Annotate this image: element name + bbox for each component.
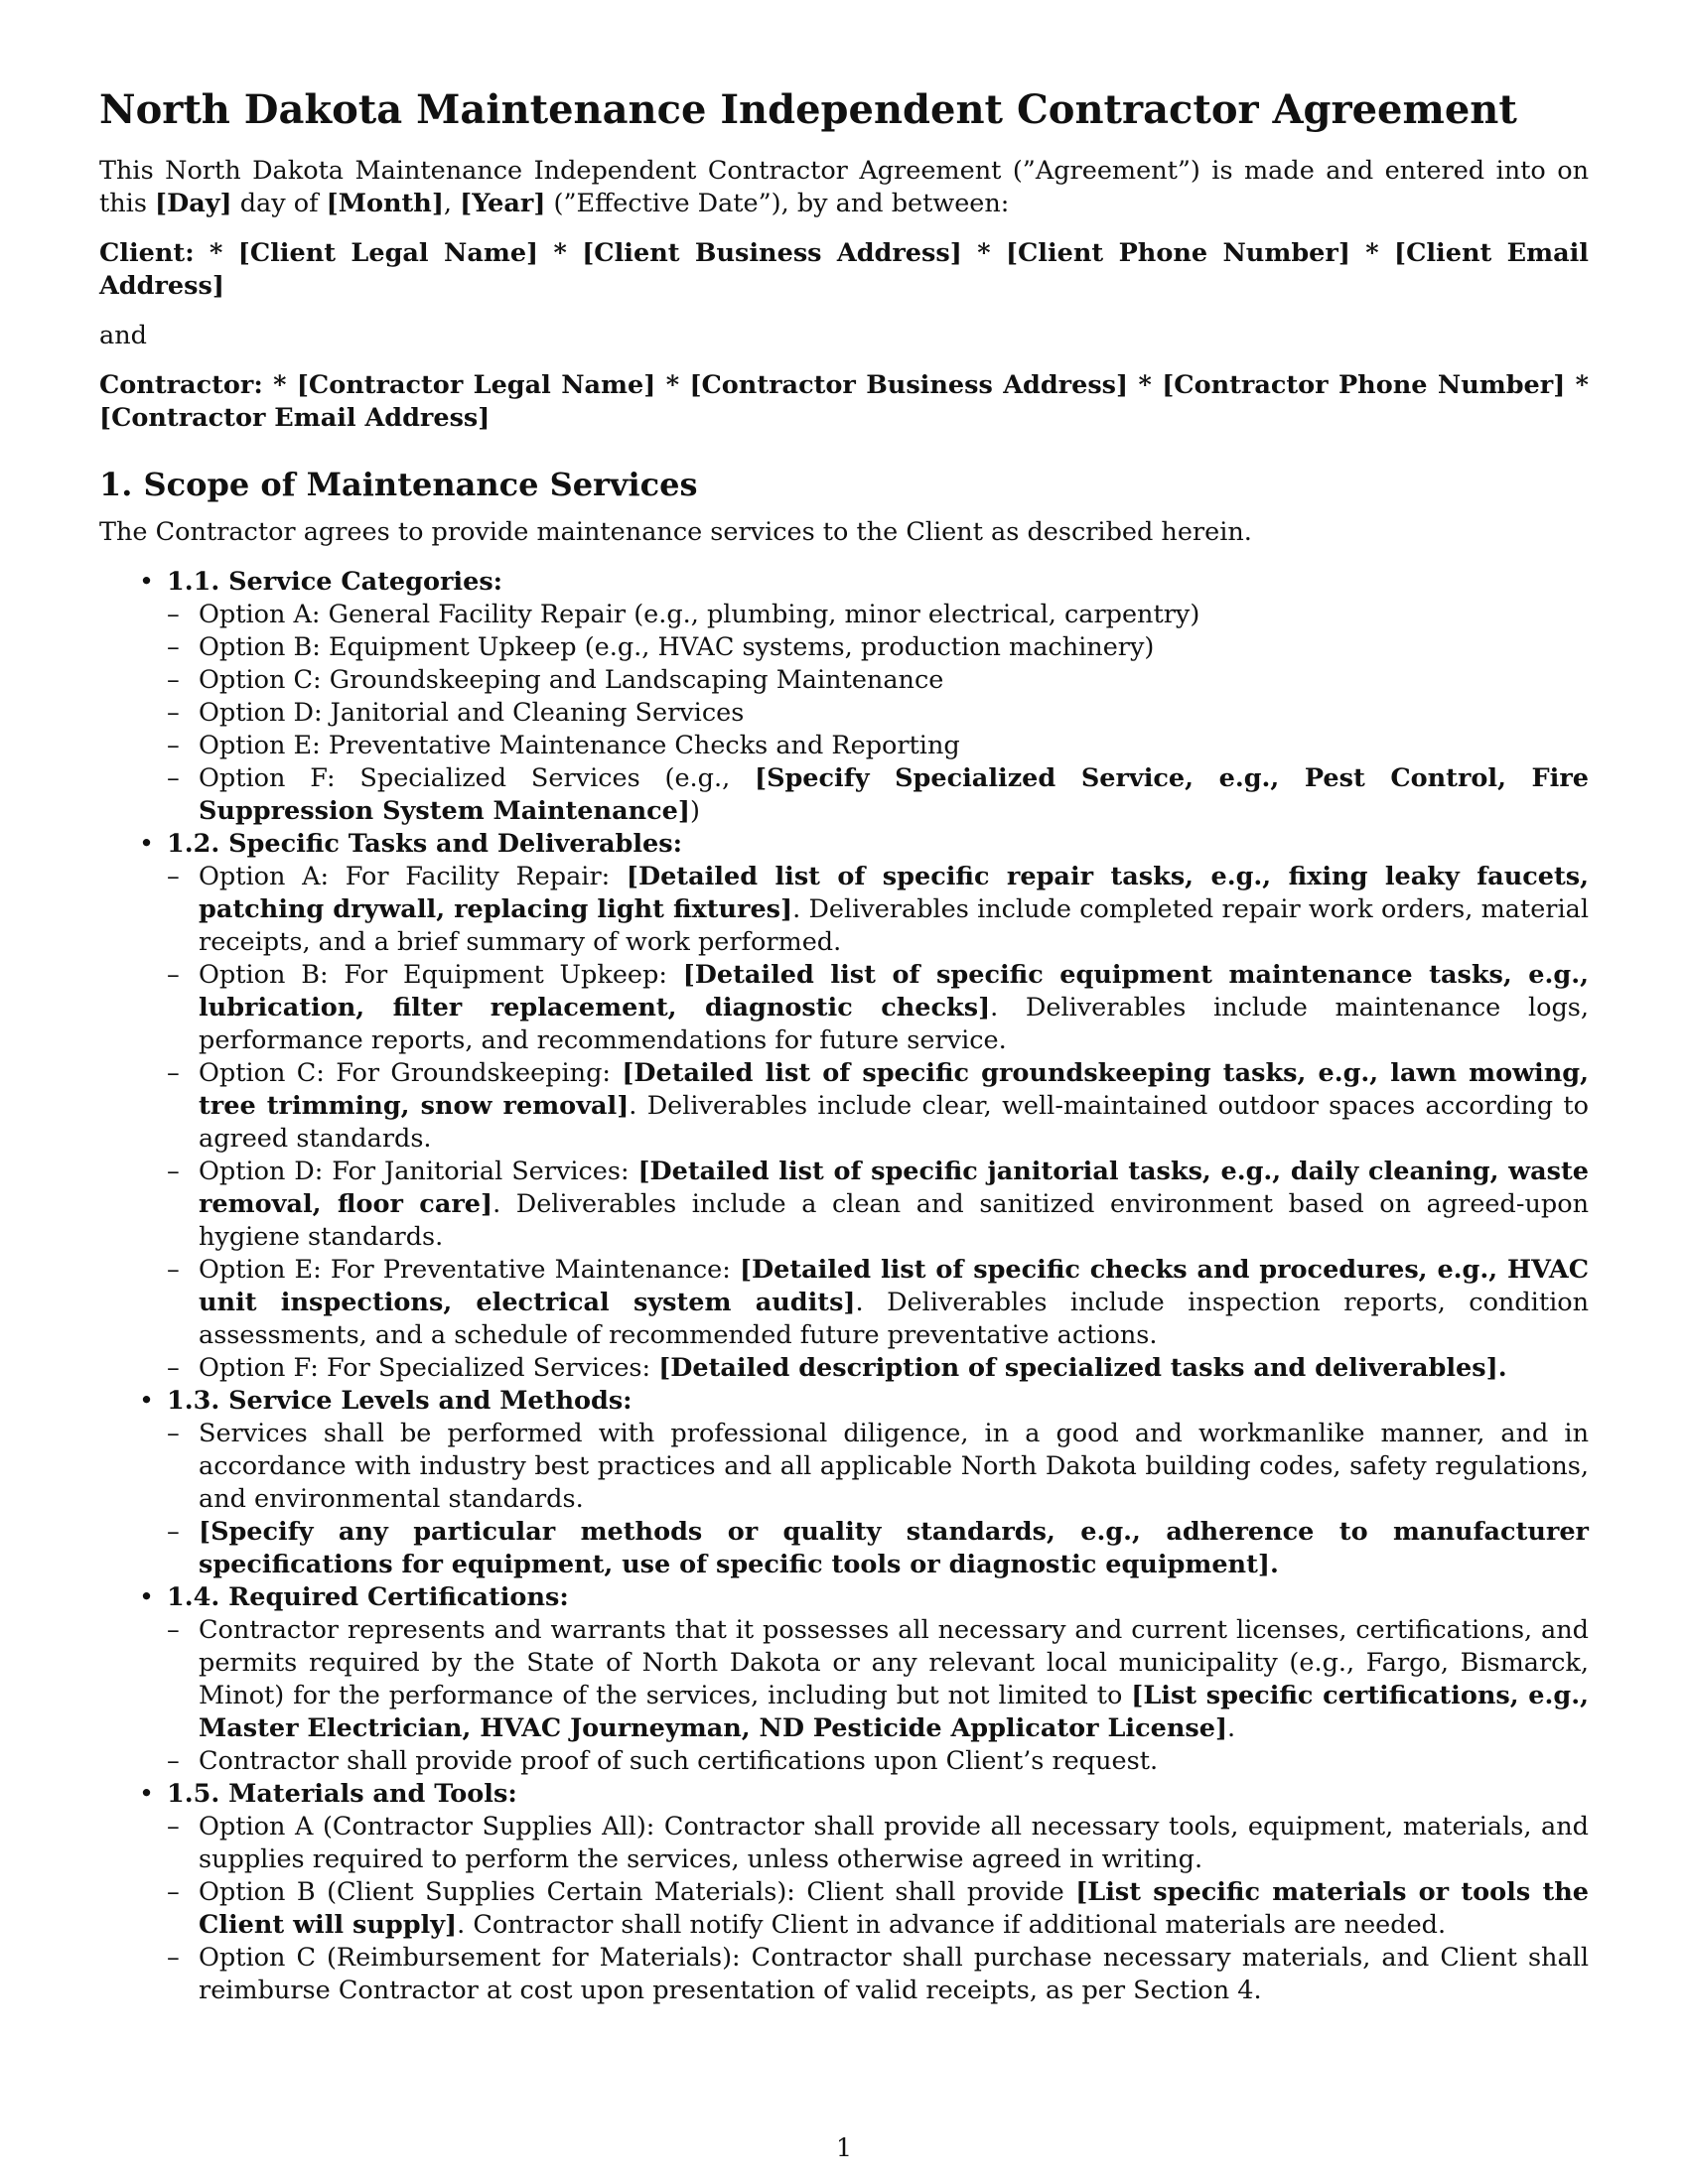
document-title: North Dakota Maintenance Independent Contractor Agreement <box>99 86 1517 133</box>
tasks-deliverables-list <box>167 861 1589 1385</box>
list-item: – Option E: Preventative Maintenance Checks and Reporting <box>167 730 1589 762</box>
certifications-list <box>167 1614 1589 1778</box>
list-item: – Option C: For Groundskeeping: [Detailed list of specific groundskeeping tasks, e.g., lawn mowing, tree trimming, snow removal]. Deliverables include clear, well-maintained outdoor spaces according to agreed standards. <box>167 1057 1589 1156</box>
subsection-1-3 <box>99 1385 1589 1581</box>
intro-text-4: (”Effective Date”), by and between: <box>545 189 1010 218</box>
subsection-1-2-title: 1.2. Specific Tasks and Deliverables: <box>167 829 683 859</box>
list-item: – Option E: For Preventative Maintenance: [Detailed list of specific checks and procedures, e.g., HVAC unit inspections, electrical system audits]. Deliverables include inspection reports, condition assessments, and a schedule of recommended future preventative actions. <box>167 1254 1589 1352</box>
subsection-1-1 <box>99 566 1589 828</box>
year-placeholder: [Year] <box>460 189 546 218</box>
list-item: – Option F: For Specialized Services: [Detailed description of specialized tasks and deliverables]. <box>167 1352 1589 1385</box>
specialized-service-placeholder: [Specify Specialized Service, e.g., Pest Control, Fire Suppression System Maintenance] <box>199 763 1589 826</box>
client-party-line <box>99 237 1589 303</box>
list-item: – Contractor represents and warrants that it possesses all necessary and current licenses, certifications, and permits required by the State of North Dakota or any relevant local municipality (e.g., Fargo, Bismarck, Minot) for the performance of the services, including but not limited to [List specific certifications, e.g., Master Electrician, HVAC Journeyman, ND Pesticide Applicator License]. <box>167 1614 1589 1745</box>
list-item: – Option A: General Facility Repair (e.g., plumbing, minor electrical, carpentry) <box>167 599 1589 631</box>
contractor-party-line <box>99 369 1589 435</box>
section-1-intro: The Contractor agrees to provide maintenance services to the Client as described herein. <box>99 517 1252 547</box>
client-info: Client: * [Client Legal Name] * [Client Business Address] * [Client Phone Number] * [Client Email Address] <box>99 238 1589 301</box>
list-item: – Option D: For Janitorial Services: [Detailed list of specific janitorial tasks, e.g., daily cleaning, waste removal, floor care]. Deliverables include a clean and sanitized environment based on agreed-upon hygiene standards. <box>167 1156 1589 1254</box>
intro-paragraph <box>99 155 1589 220</box>
service-categories-list <box>167 599 1589 828</box>
list-item: – Option F: Specialized Services (e.g., [Specify Specialized Service, e.g., Pest Control, Fire Suppression System Maintenance]) <box>167 762 1589 828</box>
subsection-1-4-title: 1.4. Required Certifications: <box>167 1582 569 1612</box>
month-placeholder: [Month] <box>326 189 444 218</box>
subsection-1-3-title: 1.3. Service Levels and Methods: <box>167 1386 633 1416</box>
intro-text-2: day of <box>231 189 327 218</box>
and-text: and <box>99 321 147 350</box>
intro-text-3: , <box>443 189 461 218</box>
subsection-1-4 <box>99 1581 1589 1778</box>
list-item: – Option B: Equipment Upkeep (e.g., HVAC systems, production machinery) <box>167 631 1589 664</box>
list-item: – Option C: Groundskeeping and Landscaping Maintenance <box>167 664 1589 697</box>
subsection-1-2 <box>99 828 1589 1385</box>
list-item: – Option C (Reimbursement for Materials): Contractor shall purchase necessary materials, and Client shall reimburse Contractor at cost upon presentation of valid receipts, as per Section 4. <box>167 1942 1589 2007</box>
section-1-list <box>99 566 1589 2007</box>
list-item: – Option A (Contractor Supplies All): Contractor shall provide all necessary tools, equipment, materials, and supplies required to perform the services, unless otherwise agreed in writing. <box>167 1811 1589 1876</box>
contractor-info: Contractor: * [Contractor Legal Name] * [Contractor Business Address] * [Contractor Phone Number] * [Contractor Email Address] <box>99 370 1589 433</box>
subsection-1-1-title: 1.1. Service Categories: <box>167 567 503 597</box>
list-item: – Option D: Janitorial and Cleaning Services <box>167 697 1589 730</box>
list-item: – [Specify any particular methods or quality standards, e.g., adherence to manufacturer specifications for equipment, use of specific tools or diagnostic equipment]. <box>167 1516 1589 1581</box>
list-item: – Option A: For Facility Repair: [Detailed list of specific repair tasks, e.g., fixing leaky faucets, patching drywall, replacing light fixtures]. Deliverables include completed repair work orders, material receipts, and a brief summary of work performed. <box>167 861 1589 959</box>
list-item: – Services shall be performed with professional diligence, in a good and workmanlike manner, and in accordance with industry best practices and all applicable North Dakota building codes, safety regulations, and environmental standards. <box>167 1418 1589 1516</box>
intro-text-1: This North Dakota Maintenance Independent Contractor Agreement (”Agreement”) is made and entered into on this <box>99 156 1589 218</box>
service-levels-list <box>167 1418 1589 1581</box>
list-item: – Option B (Client Supplies Certain Materials): Client shall provide [List specific materials or tools the Client will supply]. Contractor shall notify Client in advance if additional materials are needed. <box>167 1876 1589 1942</box>
subsection-1-5-title: 1.5. Materials and Tools: <box>167 1779 517 1809</box>
materials-tools-list <box>167 1811 1589 2007</box>
section-1-heading: 1. Scope of Maintenance Services <box>99 466 698 503</box>
list-item: – Option B: For Equipment Upkeep: [Detailed list of specific equipment maintenance tasks, e.g., lubrication, filter replacement, diagnostic checks]. Deliverables include maintenance logs, performance reports, and recommendations for future service. <box>167 959 1589 1057</box>
list-item: – Contractor shall provide proof of such certifications upon Client’s request. <box>167 1745 1589 1778</box>
subsection-1-5 <box>99 1778 1589 2007</box>
day-placeholder: [Day] <box>155 189 232 218</box>
page-number: 1 <box>835 2133 853 2163</box>
